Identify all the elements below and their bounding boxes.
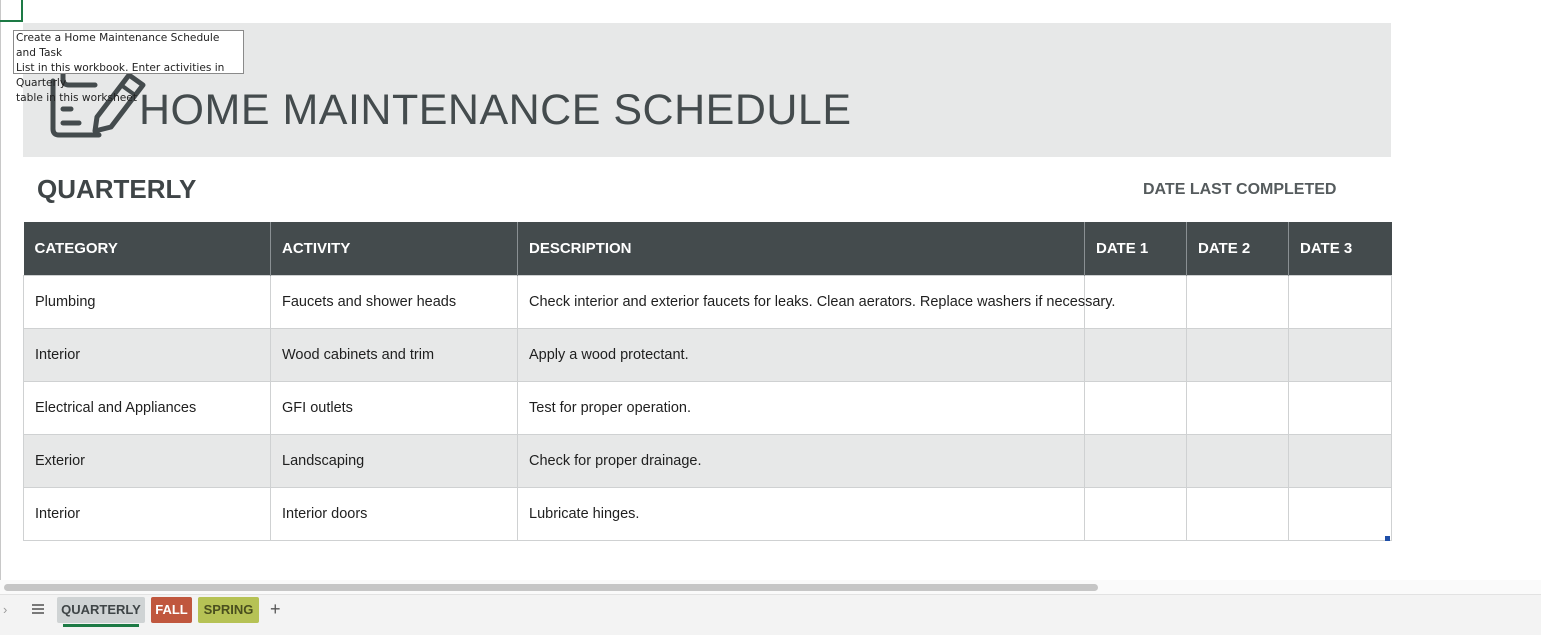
tab-spring[interactable]: SPRING: [198, 597, 259, 623]
table-row: [24, 382, 1392, 435]
date1-cell[interactable]: [1085, 329, 1187, 382]
table-resize-handle[interactable]: [1385, 536, 1390, 541]
description-cell[interactable]: Apply a wood protectant.: [518, 329, 1085, 382]
column-header-date2[interactable]: DATE 2: [1187, 222, 1289, 276]
column-header-activity[interactable]: ACTIVITY: [271, 222, 518, 276]
tab-fall[interactable]: FALL: [151, 597, 192, 623]
tooltip-line: table in this worksheet: [16, 92, 137, 104]
date1-cell[interactable]: [1085, 435, 1187, 488]
date3-cell[interactable]: [1289, 382, 1392, 435]
date3-cell[interactable]: [1289, 329, 1392, 382]
activity-cell[interactable]: Interior doors: [271, 488, 518, 541]
column-header-date1[interactable]: DATE 1: [1085, 222, 1187, 276]
activity-cell[interactable]: Faucets and shower heads: [271, 276, 518, 329]
date2-cell[interactable]: [1187, 382, 1289, 435]
column-header-date3[interactable]: DATE 3: [1289, 222, 1392, 276]
category-cell[interactable]: Plumbing: [24, 276, 271, 329]
table-row: [24, 435, 1392, 488]
table-row: [24, 276, 1392, 329]
page-title: HOME MAINTENANCE SCHEDULE: [139, 86, 852, 134]
quarterly-table: [23, 222, 1392, 541]
description-cell[interactable]: Lubricate hinges.: [518, 488, 1085, 541]
date2-cell[interactable]: [1187, 435, 1289, 488]
date3-cell[interactable]: [1289, 488, 1392, 541]
column-header-description[interactable]: DESCRIPTION: [518, 222, 1085, 276]
date2-cell[interactable]: [1187, 276, 1289, 329]
activity-cell[interactable]: Wood cabinets and trim: [271, 329, 518, 382]
table-row: [24, 488, 1392, 541]
tab-scroll-arrow[interactable]: ›: [3, 602, 8, 617]
cell-comment-tooltip: [13, 30, 244, 104]
add-sheet-button[interactable]: +: [270, 599, 281, 619]
tooltip-line: Create a Home Maintenance Schedule and Task: [16, 32, 220, 59]
tab-quarterly[interactable]: QUARTERLY: [57, 597, 145, 623]
active-cell-selector[interactable]: [0, 0, 23, 22]
activity-cell[interactable]: GFI outlets: [271, 382, 518, 435]
date2-cell[interactable]: [1187, 329, 1289, 382]
active-tab-indicator: [63, 624, 139, 627]
table-header-row: [24, 222, 1392, 276]
description-cell[interactable]: Test for proper operation.: [518, 382, 1085, 435]
date2-cell[interactable]: [1187, 488, 1289, 541]
date3-cell[interactable]: [1289, 435, 1392, 488]
date3-cell[interactable]: [1289, 276, 1392, 329]
category-cell[interactable]: Exterior: [24, 435, 271, 488]
column-header-category[interactable]: CATEGORY: [24, 222, 271, 276]
description-cell[interactable]: Check for proper drainage.: [518, 435, 1085, 488]
horizontal-scrollbar-thumb[interactable]: [4, 584, 1098, 591]
date1-cell[interactable]: [1085, 382, 1187, 435]
row-header-edge: [0, 0, 1, 580]
category-cell[interactable]: Electrical and Appliances: [24, 382, 271, 435]
tooltip-line: List in this workbook. Enter activities in Quarterly: [16, 62, 225, 89]
category-cell[interactable]: Interior: [24, 329, 271, 382]
date-last-completed-label: DATE LAST COMPLETED: [1143, 181, 1337, 198]
activity-cell[interactable]: Landscaping: [271, 435, 518, 488]
date1-cell[interactable]: [1085, 488, 1187, 541]
table-row: [24, 329, 1392, 382]
section-title: QUARTERLY: [37, 174, 197, 204]
category-cell[interactable]: Interior: [24, 488, 271, 541]
description-cell[interactable]: Check interior and exterior faucets for leaks. Clean aerators. Replace washers if necessary.: [518, 276, 1085, 329]
hamburger-icon[interactable]: [30, 601, 46, 617]
